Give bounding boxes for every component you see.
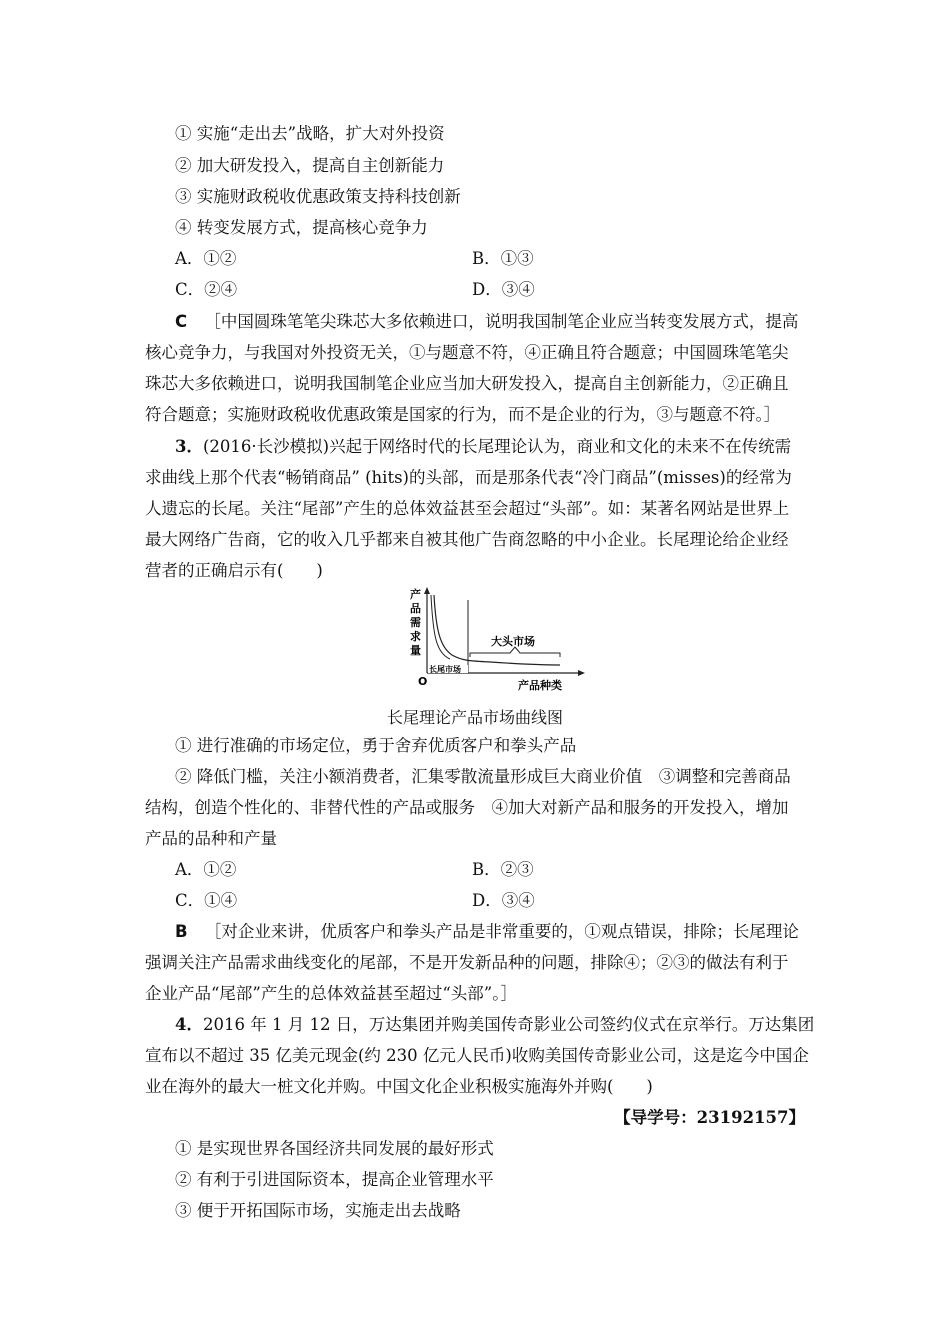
q3-option-b: B．②③	[472, 860, 534, 879]
q4-guide-tag: 【导学号：23192157】	[614, 1108, 805, 1127]
q4-number: 4．	[175, 1015, 203, 1034]
q4-item-2: ② 有利于引进国际资本，提高企业管理水平	[175, 1170, 494, 1189]
q2-explanation-text-1: ［中国圆珠笔笔尖珠芯大多依赖进口，说明我国制笔企业应当转变发展方式，提高	[204, 312, 799, 331]
figure-tail-label: 长尾市场	[429, 665, 461, 674]
q3-explanation-text-1: ［对企业来讲，优质客户和拳头产品是非常重要的，①观点错误，排除；长尾理论	[204, 922, 799, 941]
q2-item-4: ④ 转变发展方式，提高核心竞争力	[175, 218, 428, 237]
q2-item-2: ② 加大研发投入，提高自主创新能力	[175, 156, 445, 175]
q3-stem-line-1	[175, 437, 791, 457]
q4-stem-line-1	[175, 1015, 814, 1035]
figure-demand-curve	[434, 595, 560, 665]
q2-item-3: ③ 实施财政税收优惠政策支持科技创新	[175, 187, 461, 206]
q2-option-d: D．③④	[472, 280, 535, 299]
figure-y-label-char-3: 需	[410, 616, 421, 629]
q3-stem-line-2: 求曲线上那个代表“畅销商品” (hits)的头部，而是那条代表“冷门商品”(misses)的经常为	[145, 468, 792, 487]
q2-option-b: B．①③	[472, 249, 534, 268]
q3-number: 3．	[175, 437, 203, 456]
q3-answer-letter: B	[175, 922, 188, 941]
q4-stem-line-2: 宣布以不超过 35 亿美元现金(约 230 亿元人民币)收购美国传奇影业公司，这是迄今中国企	[145, 1046, 809, 1065]
q4-stem-text-1: 2016 年 1 月 12 日，万达集团并购美国传奇影业公司签约仪式在京举行。万达集团	[202, 1015, 815, 1034]
figure-head-brace	[470, 647, 560, 657]
figure-y-arrow	[424, 587, 430, 594]
q3-option-c: C．①④	[175, 891, 238, 910]
figure-y-label-char-1: 产	[410, 588, 421, 601]
q2-answer-letter: C	[175, 312, 188, 331]
figure-x-arrow	[578, 670, 585, 676]
q3-stem-line-4: 最大网络广告商，它的收入几乎都来自被其他广告商忽略的中小企业。长尾理论给企业经	[145, 530, 789, 549]
q4-item-1: ① 是实现世界各国经济共同发展的最好形式	[175, 1139, 494, 1158]
q3-option-d: D．③④	[472, 891, 535, 910]
q4-item-3: ③ 便于开拓国际市场，实施走出去战略	[175, 1201, 461, 1220]
q2-explanation-line-4: 符合题意；实施财政税收优惠政策是国家的行为，而不是企业的行为，③与题意不符。］	[145, 405, 781, 424]
q3-stem-line-3: 人遗忘的长尾。关注“尾部”产生的总体效益甚至会超过“头部”。如：某著名网站是世界上	[145, 499, 790, 518]
figure-origin: O	[418, 675, 428, 688]
q2-option-a: A．①②	[175, 249, 237, 268]
q3-explanation-line-2: 强调关注产品需求曲线变化的尾部，不是开发新品种的问题，排除④；②③的做法有利于	[145, 953, 789, 972]
q2-option-c: C．②④	[175, 280, 238, 299]
q3-option-a: A．①②	[175, 860, 237, 879]
figure-caption: 长尾理论产品市场曲线图	[386, 708, 563, 727]
q3-item-4: 产品的品种和产量	[145, 829, 277, 848]
q2-explanation-line-3: 珠芯大多依赖进口，说明我国制笔企业应当加大研发投入，提高自主创新能力，②正确且	[145, 374, 789, 393]
figure-head-label: 大头市场	[491, 635, 535, 648]
figure-y-label-char-4: 求	[410, 630, 421, 643]
q3-explanation-line-3: 企业产品“尾部”产生的总体效益甚至超过“头部”。］	[145, 984, 517, 1003]
figure-y-label-char-5: 量	[410, 644, 421, 657]
q3-stem-line-5: 营者的正确启示有( )	[145, 561, 323, 580]
figure-x-label: 产品种类	[518, 679, 562, 692]
q4-stem-line-3: 业在海外的最大一桩文化并购。中国文化企业积极实施海外并购( )	[145, 1077, 653, 1096]
figure-y-label-char-2: 品	[410, 602, 421, 615]
q3-stem-text-1: (2016·长沙模拟)兴起于网络时代的长尾理论认为，商业和文化的未来不在传统需	[202, 437, 792, 456]
long-tail-figure	[400, 585, 590, 697]
q2-item-1: ① 实施“走出去”战略，扩大对外投资	[175, 124, 445, 143]
q2-explanation-line-1	[175, 312, 798, 332]
q2-explanation-line-2: 核心竞争力，与我国对外投资无关，①与题意不符，④正确且符合题意；中国圆珠笔笔尖	[145, 343, 789, 362]
figure-head-curve	[431, 595, 450, 659]
q3-explanation-line-1	[175, 922, 799, 942]
q3-item-2: ② 降低门槛，关注小额消费者，汇集零散流量形成巨大商业价值 ③调整和完善商品	[175, 767, 791, 786]
q3-item-3: 结构，创造个性化的、非替代性的产品或服务 ④加大对新产品和服务的开发投入，增加	[145, 798, 789, 817]
q3-item-1: ① 进行准确的市场定位，勇于舍弃优质客户和拳头产品	[175, 736, 577, 755]
